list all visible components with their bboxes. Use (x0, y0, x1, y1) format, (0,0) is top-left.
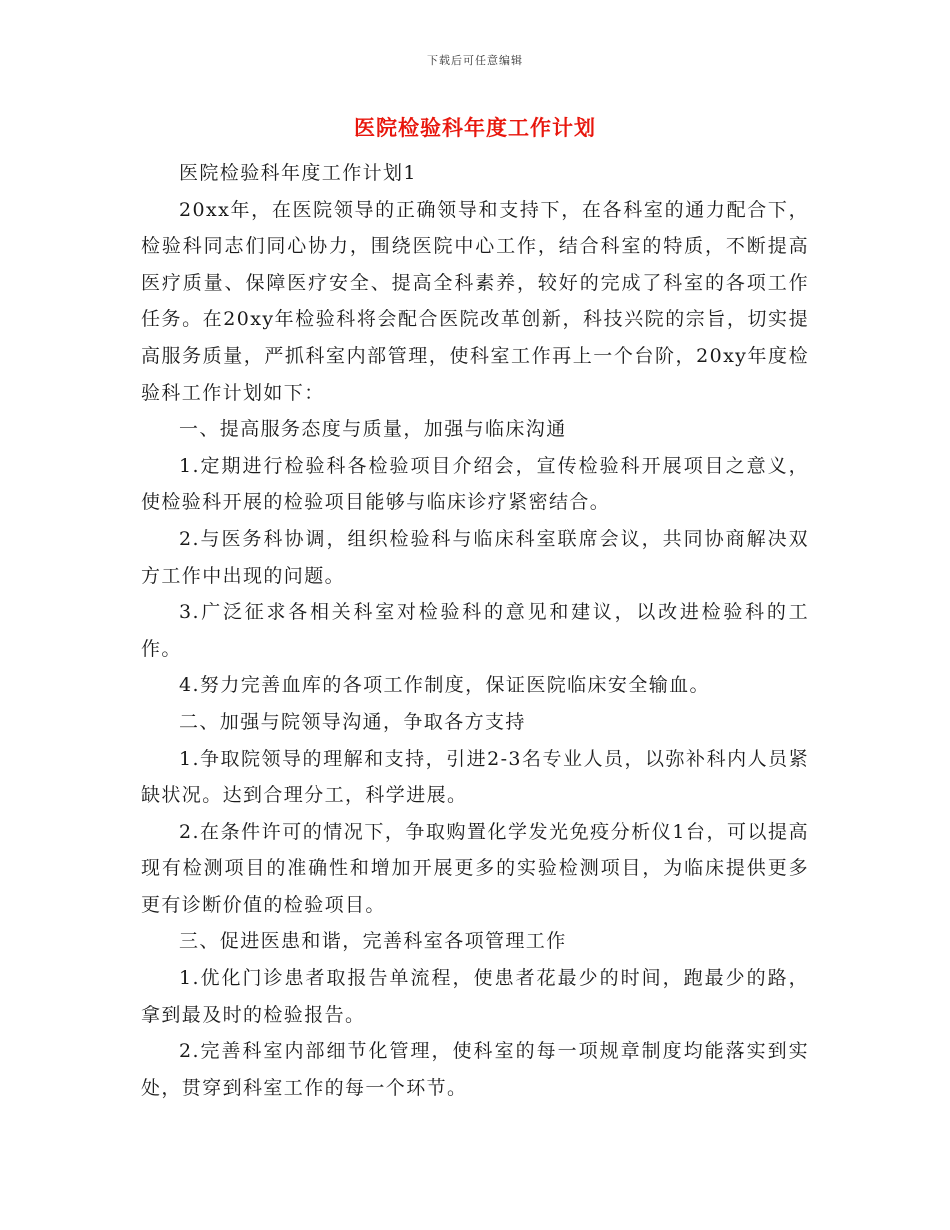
intro-paragraph: 20xx年，在医院领导的正确领导和支持下，在各科室的通力配合下，检验科同志们同心协力，围绕医院中心工作，结合科室的特质，不断提高医疗质量、保障医疗安全、提高全科素养，较好的完成了科室的各项工作任务。在20xy年检验科将会配合医院改革创新，科技兴院的宗旨，切实提高服务质量，严抓科室内部管理，使科室工作再上一个台阶，20xy年度检验科工作计划如下： (141, 198, 809, 404)
document-title: 医院检验科年度工作计划 (354, 115, 596, 140)
list-item: 1.优化门诊患者取报告单流程，使患者花最少的时间，跑最少的路，拿到最及时的检验报告。 (141, 967, 809, 1026)
section-heading-plan-1: 医院检验科年度工作计划1 (179, 162, 417, 184)
list-item: 1.争取院领导的理解和支持，引进2-3名专业人员，以弥补科内人员紧缺状况。达到合理分工，科学进展。 (141, 747, 809, 807)
list-item: 2.与医务科协调，组织检验科与临床科室联席会议，共同协商解决双方工作中出现的问题。 (141, 527, 809, 587)
list-item: 4.努力完善血库的各项工作制度，保证医院临床安全输血。 (179, 674, 710, 697)
header-note: 下载后可任意编辑 (427, 54, 523, 67)
section-heading-1: 一、提高服务态度与质量，加强与临床沟通 (179, 418, 567, 441)
section-heading-3: 三、促进医患和谐，完善科室各项管理工作 (179, 930, 567, 953)
list-item: 1.定期进行检验科各检验项目介绍会，宣传检验科开展项目之意义，使检验科开展的检验项目能够与临床诊疗紧密结合。 (141, 454, 809, 514)
list-item: 2.在条件许可的情况下，争取购置化学发光免疫分析仪1台，可以提高现有检测项目的准确性和增加开展更多的实验检测项目，为临床提供更多更有诊断价值的检验项目。 (141, 820, 809, 916)
list-item: 3.广泛征求各相关科室对检验科的意见和建议，以改进检验科的工作。 (141, 601, 809, 660)
list-item: 2.完善科室内部细节化管理，使科室的每一项规章制度均能落实到实处，贯穿到科室工作的每一个环节。 (141, 1040, 809, 1099)
document-body (141, 155, 809, 1106)
section-heading-2: 二、加强与院领导沟通，争取各方支持 (179, 710, 526, 733)
